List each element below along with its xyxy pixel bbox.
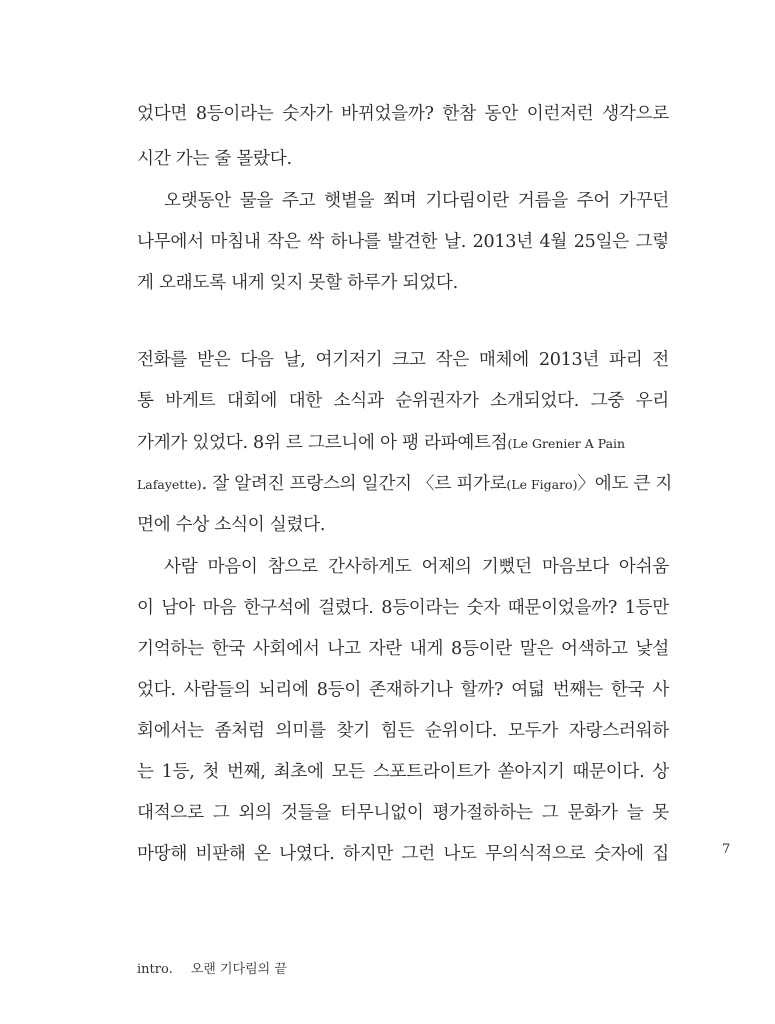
footer-title: 오랜 기다림의 끝 (190, 962, 287, 977)
running-footer (137, 958, 287, 977)
text-line: 었다. 사람들의 뇌리에 8등이 존재하기나 할까? 여덟 번째는 한국 사 (137, 680, 669, 700)
text-segment-latin: (Le Grenier A Pain (507, 436, 626, 451)
text-line: 오랫동안 물을 주고 햇볕을 쬐며 기다림이란 거름을 주어 가꾸던 (164, 191, 669, 211)
text-line: 기억하는 한국 사회에서 나고 자란 내게 8등이란 말은 어색하고 낯설 (137, 639, 669, 659)
text-segment: 가게가 있었다. 8위 르 그르니에 아 팽 라파예트점 (137, 433, 508, 453)
page-number: 7 (722, 842, 731, 857)
text-segment: . 잘 알려진 프랑스의 일간지 〈르 피가로 (201, 474, 507, 494)
text-line: 회에서는 좀처럼 의미를 찾기 힘든 순위이다. 모두가 자랑스러워하 (137, 721, 669, 741)
text-line (137, 431, 669, 456)
text-line: 마땅해 비판해 온 나였다. 하지만 그런 나도 무의식적으로 숫자에 집 (137, 844, 669, 864)
text-line: 나무에서 마침내 작은 싹 하나를 발견한 날. 2013년 4월 25일은 그렇 (137, 232, 669, 252)
text-segment: 〉에도 큰 지 (577, 474, 673, 494)
text-line: 이 남아 마음 한구석에 걸렸다. 8등이라는 숫자 때문이었을까? 1등만 (137, 598, 669, 618)
text-line: 대적으로 그 외의 것들을 터무니없이 평가절하하는 그 문화가 늘 못 (137, 803, 669, 823)
text-line: 사람 마음이 참으로 간사하게도 어제의 기뻤던 마음보다 아쉬움 (164, 557, 669, 577)
text-line (137, 472, 673, 497)
text-line: 었다면 8등이라는 숫자가 바뀌었을까? 한참 동안 이런저런 생각으로 (137, 104, 669, 124)
text-line: 면에 수상 소식이 실렸다. (137, 515, 326, 535)
text-segment-latin: (Le Figaro) (506, 477, 578, 492)
text-line: 게 오래도록 내게 잊지 못할 하루가 되었다. (137, 273, 458, 293)
text-line: 통 바게트 대회에 대한 소식과 순위권자가 소개되었다. 그중 우리 (137, 391, 669, 411)
text-line: 는 1등, 첫 번째, 최초에 모든 스포트라이트가 쏟아지기 때문이다. 상 (137, 762, 669, 782)
text-line: 시간 가는 줄 몰랐다. (137, 149, 292, 169)
text-segment-latin: Lafayette) (137, 477, 202, 492)
footer-section: intro. (137, 962, 173, 977)
text-line: 전화를 받은 다음 날, 여기저기 크고 작은 매체에 2013년 파리 전 (137, 350, 669, 370)
